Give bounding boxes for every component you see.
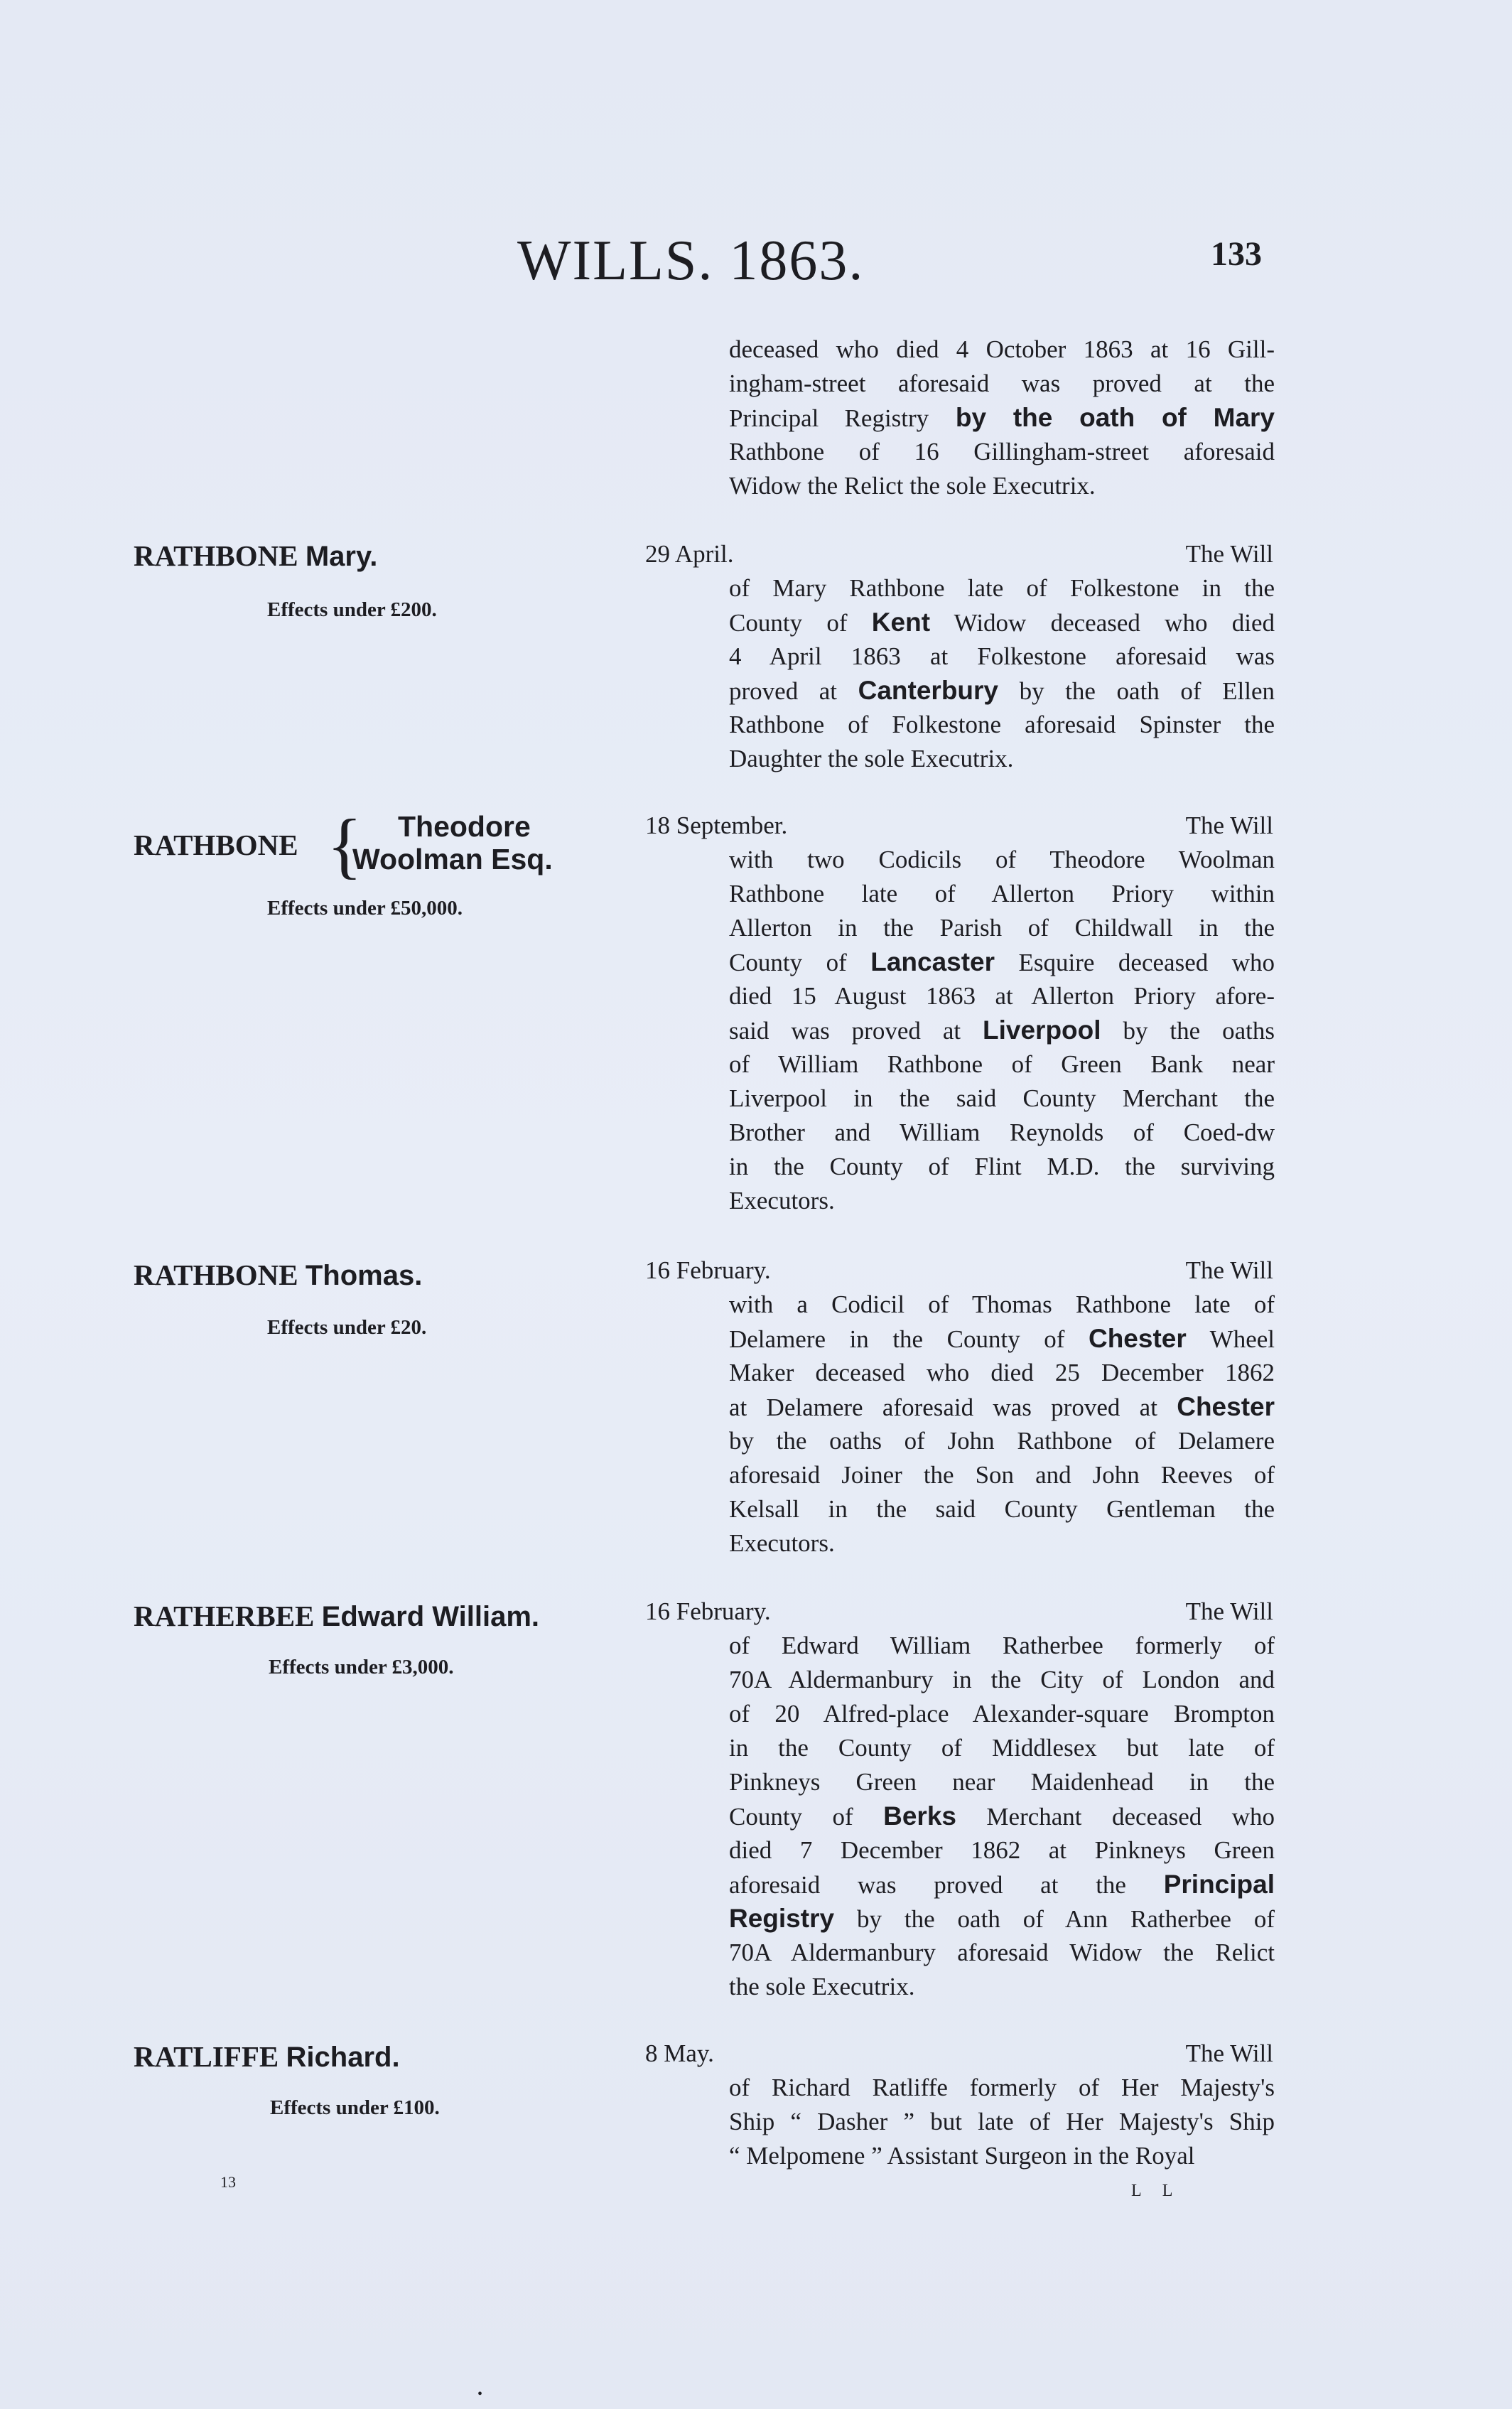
entry-name: [134, 1258, 422, 1292]
text-segment: said was proved at: [729, 1017, 983, 1045]
text-segment: County of: [729, 1803, 884, 1831]
text-line: of Mary Rathbone late of Folkestone in the: [729, 574, 1275, 602]
text-line: [729, 1799, 1275, 1833]
entry-effects: Effects under £20.: [267, 1316, 427, 1339]
text-line: died 15 August 1863 at Allerton Priory afore-: [729, 982, 1275, 1010]
text-segment: by the oath of Ellen: [998, 677, 1275, 705]
text-line: Executors.: [729, 1187, 835, 1214]
entry-name: [134, 804, 603, 886]
text-line: in the County of Middlesex but late of: [729, 1734, 1275, 1762]
text-line: of Richard Ratliffe formerly of Her Majesty's: [729, 2074, 1275, 2101]
entry-given-name: Richard.: [286, 2042, 400, 2073]
brace-symbol: {: [327, 804, 362, 886]
text-line: of Edward William Ratherbee formerly of: [729, 1632, 1275, 1659]
text-line: Pinkneys Green near Maidenhead in the: [729, 1768, 1275, 1796]
entry-effects: Effects under £3,000.: [269, 1656, 454, 1678]
entry-date: 29 April.: [645, 540, 734, 568]
entry-surname: RATHERBEE: [134, 1600, 315, 1632]
text-line: [729, 401, 1275, 435]
entry-body: [729, 571, 1275, 776]
entry-date: 16 February.: [645, 1256, 771, 1284]
text-line: of William Rathbone of Green Bank near: [729, 1050, 1275, 1078]
text-line: with a Codicil of Thomas Rathbone late of: [729, 1290, 1275, 1318]
text-line: Ship “ Dasher ” but late of Her Majesty's Ship: [729, 2108, 1275, 2135]
entry-date: 16 February.: [645, 1597, 771, 1625]
text-line: 4 April 1863 at Folkestone aforesaid was: [729, 642, 1275, 670]
text-line: [729, 945, 1275, 979]
entry-name: [134, 2039, 400, 2074]
place-name: Kent: [871, 608, 931, 637]
entry-date: 18 September.: [645, 812, 788, 839]
entry-will-label: The Will: [1185, 1597, 1273, 1625]
text-line: [729, 1013, 1275, 1047]
entry-body: [729, 1288, 1275, 1561]
text-line: Daughter the sole Executrix.: [729, 745, 1014, 772]
text-segment: Wheel: [1186, 1325, 1275, 1353]
entry-name: [134, 1599, 539, 1633]
text-line: deceased who died 4 October 1863 at 16 Gill-: [729, 335, 1275, 363]
text-line: by the oaths of John Rathbone of Delamere: [729, 1427, 1275, 1455]
place-name: Chester: [1088, 1324, 1187, 1353]
entry-date: 8 May.: [645, 2039, 714, 2067]
entry-given-name: Edward William.: [321, 1601, 540, 1632]
text-line: ingham-street aforesaid was proved at the: [729, 370, 1275, 397]
text-segment: Widow deceased who died: [930, 609, 1275, 637]
text-segment: at Delamere aforesaid was proved at: [729, 1394, 1177, 1421]
text-line: Rathbone of 16 Gillingham-street aforesaid: [729, 438, 1275, 465]
entry-body: [729, 843, 1275, 1218]
place-name: by the oath of Mary: [929, 403, 1275, 432]
entry-given-name-line2: Woolman Esq.: [352, 843, 553, 875]
text-segment: County of: [729, 609, 872, 637]
text-line: Allerton in the Parish of Childwall in the: [729, 914, 1275, 942]
entry-given-name-line1: Theodore: [398, 810, 531, 843]
continuation-text: [729, 333, 1275, 503]
entry-will-label: The Will: [1185, 1256, 1273, 1284]
text-segment: Principal Registry: [729, 404, 929, 432]
entry-surname: RATHBONE: [134, 829, 298, 861]
text-line: aforesaid Joiner the Son and John Reeves of: [729, 1461, 1275, 1489]
entry-given-name: Mary.: [305, 541, 378, 572]
text-line: “ Melpomene ” Assistant Surgeon in the Royal: [729, 2142, 1195, 2170]
place-name: Canterbury: [858, 676, 999, 705]
text-segment: aforesaid was proved at the: [729, 1871, 1164, 1899]
place-name: Chester: [1177, 1392, 1275, 1421]
text-line: Brother and William Reynolds of Coed-dw: [729, 1119, 1275, 1146]
entry-body: [729, 2071, 1275, 2173]
text-line: [729, 1390, 1275, 1424]
text-segment: by the oath of Ann Ratherbee of: [834, 1905, 1275, 1933]
text-segment: Merchant deceased who: [956, 1803, 1275, 1831]
page-title: WILLS. 1863.: [517, 230, 865, 292]
place-name: Principal: [1163, 1870, 1275, 1899]
stray-mark: •: [477, 2386, 483, 2402]
text-segment: proved at: [729, 677, 858, 705]
entry-will-label: The Will: [1185, 812, 1273, 839]
entry-name: [134, 539, 377, 573]
text-segment: Delamere in the County of: [729, 1325, 1089, 1353]
text-line: Kelsall in the said County Gentleman the: [729, 1495, 1275, 1523]
text-line: Widow the Relict the sole Executrix.: [729, 472, 1096, 500]
text-line: [729, 1322, 1275, 1356]
entry-body: [729, 1629, 1275, 2004]
text-segment: County of: [729, 949, 871, 976]
text-segment: by the oaths: [1101, 1017, 1275, 1045]
text-line: [729, 605, 1275, 640]
text-line: with two Codicils of Theodore Woolman: [729, 846, 1275, 873]
entry-effects: Effects under £200.: [267, 598, 437, 621]
text-line: [729, 1868, 1275, 1902]
place-name: Lancaster: [870, 947, 995, 976]
entry-effects: Effects under £50,000.: [267, 897, 463, 920]
text-line: of 20 Alfred-place Alexander-square Brompton: [729, 1700, 1275, 1728]
signature-mark-left: 13: [220, 2173, 236, 2191]
entry-will-label: The Will: [1185, 540, 1273, 568]
text-line: Liverpool in the said County Merchant the: [729, 1084, 1275, 1112]
text-line: 70A Aldermanbury aforesaid Widow the Relict: [729, 1939, 1275, 1966]
entry-surname: RATHBONE: [134, 1259, 298, 1291]
text-line: the sole Executrix.: [729, 1973, 915, 2000]
text-line: Rathbone late of Allerton Priory within: [729, 880, 1275, 907]
text-line: [729, 674, 1275, 708]
text-segment: Esquire deceased who: [995, 949, 1275, 976]
text-line: Maker deceased who died 25 December 1862: [729, 1359, 1275, 1386]
place-name: Liverpool: [983, 1015, 1101, 1045]
text-line: [729, 1902, 1275, 1936]
place-name: Berks: [883, 1801, 956, 1831]
page-number: 133: [1211, 235, 1262, 273]
text-line: Executors.: [729, 1529, 835, 1557]
place-name: Registry: [729, 1904, 835, 1933]
text-line: Rathbone of Folkestone aforesaid Spinster the: [729, 711, 1275, 738]
entry-given-name: Thomas.: [305, 1260, 423, 1291]
text-line: in the County of Flint M.D. the surviving: [729, 1153, 1275, 1180]
text-line: 70A Aldermanbury in the City of London and: [729, 1666, 1275, 1693]
entry-will-label: The Will: [1185, 2039, 1273, 2067]
entry-surname: RATHBONE: [134, 539, 298, 572]
entry-effects: Effects under £100.: [270, 2096, 440, 2119]
signature-mark-right: L L: [1131, 2182, 1182, 2200]
entry-surname: RATLIFFE: [134, 2040, 279, 2073]
text-line: died 7 December 1862 at Pinkneys Green: [729, 1836, 1275, 1864]
